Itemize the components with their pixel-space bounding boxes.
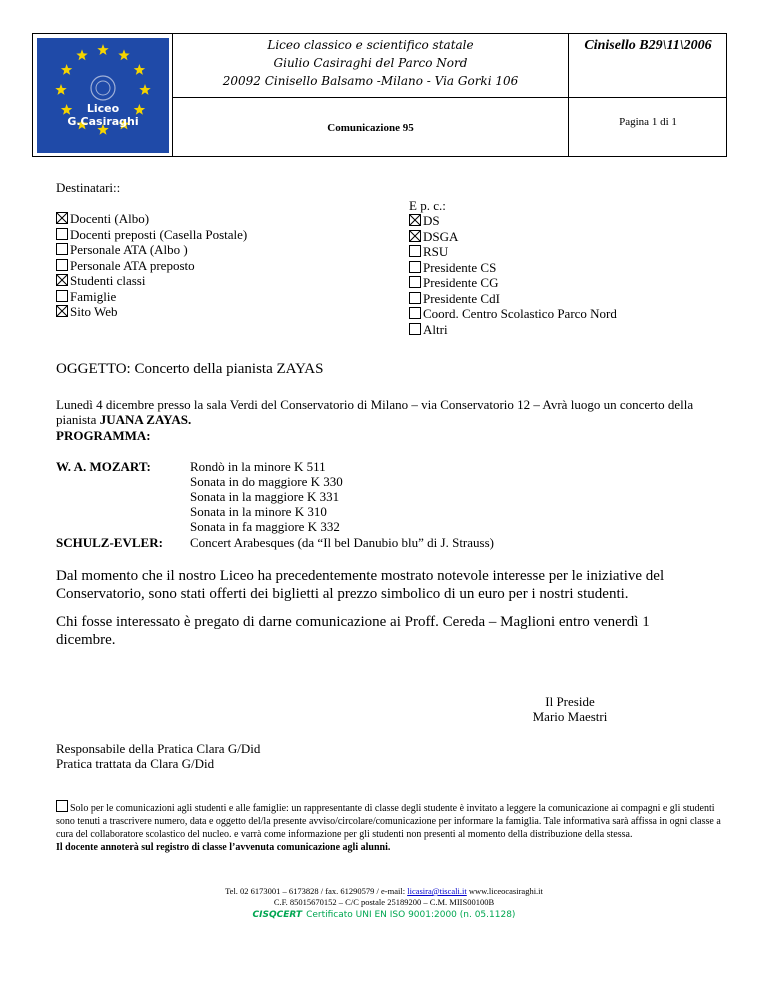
schulz-work: Concert Arabesques (da “Il bel Danubio blu” di J. Strauss) — [190, 535, 494, 550]
recipient-item — [56, 211, 247, 227]
cc-label: DSGA — [423, 228, 459, 244]
certificate-text: Certificato UNI EN ISO 9001:2000 (n. 05.1128) — [306, 910, 516, 920]
cc-item — [409, 260, 617, 276]
composer-schulz: SCHULZ-EVLER: — [56, 535, 163, 550]
responsible: Responsabile della Pratica Clara G/Did — [56, 741, 261, 756]
recipient-label: Personale ATA (Albo ) — [70, 242, 188, 257]
checkbox[interactable] — [56, 259, 68, 271]
recipient-label: Docenti (Albo) — [70, 211, 150, 226]
footnote — [56, 800, 726, 854]
pianist-name: JUANA ZAYAS. — [99, 412, 192, 427]
program-work: Rondò in la minore K 511 — [190, 459, 326, 474]
composer-mozart: W. A. MOZART: — [56, 459, 151, 474]
cc-item — [409, 275, 617, 291]
school-logo — [37, 38, 169, 153]
program-work: Sonata in fa maggiore K 332 — [190, 519, 340, 534]
recipient-item — [56, 258, 247, 274]
cc-item — [409, 244, 617, 260]
recipient-label: Famiglie — [70, 288, 117, 304]
recipient-item — [56, 289, 247, 305]
school-name-2: Giulio Casiraghi del Parco Nord — [273, 56, 468, 70]
paragraph-offer: Dal momento che il nostro Liceo ha precedentemente mostrato notevole interesse per le iniziative del Conservatorio, sono stati offerti dei biglietti al prezzo simbolico di un euro per i nostri studenti. — [56, 568, 665, 602]
certification — [0, 909, 768, 921]
program-work: Sonata in do maggiore K 330 — [190, 474, 343, 489]
paragraph-contact: Chi fosse interessato è pregato di darne comunicazione ai Proff. Cereda – Maglioni entro venerdì 1 dicembre. — [56, 614, 650, 648]
checked-checkbox[interactable] — [56, 212, 68, 224]
footnote-checkbox[interactable] — [56, 800, 68, 812]
handled-by: Pratica trattata da Clara G/Did — [56, 756, 215, 771]
recipient-label: Docenti preposti (Casella Postale) — [70, 226, 248, 242]
cc-item — [409, 291, 617, 307]
school-name: Liceo classico e scientifico statale — [267, 38, 474, 52]
recipient-item — [56, 227, 247, 243]
checkbox[interactable] — [409, 307, 421, 319]
cc-label: Coord. Centro Scolastico Parco Nord — [423, 306, 617, 321]
cross-icon — [57, 275, 67, 285]
subject: OGGETTO: Concerto della pianista ZAYAS — [56, 361, 324, 377]
website: www.liceocasiraghi.it — [466, 886, 543, 896]
cc-item — [409, 213, 617, 229]
footer-contact-text: Tel. 02 6173001 – 6173828 / fax. 61290579 / e-mail: — [225, 886, 408, 896]
footer-contact — [0, 886, 768, 897]
footnote-text: Solo per le comunicazioni agli studenti e alle famiglie: un rappresentante di classe degli studente è invitato a leggere la comunicazione ai compagni e gli studenti sono tenuti a trascrivere numero, data e oggetto del/la presente avviso/circolare/comunicazione per informare la famiglia. Tale informativa sarà affissa in ogni classe a cura del collaboratore scolastico del nucleo. e varrà come informazione per gli studenti non presenti al momento della distribuzione della stessa. — [56, 803, 721, 840]
checkbox[interactable] — [409, 323, 421, 335]
checkbox[interactable] — [56, 228, 68, 240]
cc-list — [409, 213, 617, 337]
checkbox[interactable] — [56, 290, 68, 302]
cc-label: E p. c.: — [409, 198, 446, 213]
checked-checkbox[interactable] — [409, 214, 421, 226]
logo-text-line1: Liceo — [86, 102, 120, 115]
cc-item — [409, 229, 617, 245]
checkbox[interactable] — [409, 292, 421, 304]
recipient-item — [56, 242, 247, 258]
footnote-bold: Il docente annoterà sul registro di classe l’avvenuta comunicazione agli alunni. — [56, 842, 391, 853]
cross-icon — [57, 306, 67, 316]
mozart-works — [190, 459, 343, 534]
cross-icon — [57, 213, 67, 223]
communication-number: Comunicazione 95 — [327, 122, 414, 134]
checked-checkbox[interactable] — [409, 230, 421, 242]
cc-label: Altri — [423, 321, 448, 337]
footer-fiscal: C.F. 85015670152 – C/C postale 25189200 – C.M. MIIS00100B — [273, 897, 495, 907]
cc-label: Presidente CdI — [423, 290, 500, 306]
recipient-item — [56, 273, 247, 289]
checkbox[interactable] — [409, 245, 421, 257]
signature-name: Mario Maestri — [532, 709, 608, 724]
recipient-label: Studenti classi — [70, 273, 146, 288]
checkbox[interactable] — [409, 276, 421, 288]
program-work: Sonata in la minore K 310 — [190, 504, 327, 519]
recipient-label: Sito Web — [70, 304, 118, 319]
cross-icon — [410, 215, 420, 225]
checked-checkbox[interactable] — [56, 305, 68, 317]
school-address: 20092 Cinisello Balsamo -Milano - Via Gorki 106 — [222, 74, 519, 88]
recipient-label: Personale ATA preposto — [70, 257, 195, 273]
cc-label: Presidente CG — [423, 275, 499, 290]
letterhead — [32, 33, 727, 157]
checked-checkbox[interactable] — [56, 274, 68, 286]
cisqcert-logo: CISQCERT — [252, 910, 303, 920]
cc-item — [409, 306, 617, 322]
checkbox[interactable] — [409, 261, 421, 273]
email-link[interactable]: licasira@tiscali.it — [407, 886, 467, 896]
place-date: Cinisello B29\11\2006 — [584, 38, 712, 53]
signature-title: Il Preside — [545, 694, 595, 709]
cross-icon — [410, 231, 420, 241]
checkbox[interactable] — [56, 243, 68, 255]
recipients-list — [56, 211, 247, 320]
cc-label: Presidente CS — [423, 259, 497, 275]
cc-label: RSU — [423, 244, 449, 259]
recipient-item — [56, 304, 247, 320]
program-work: Sonata in la maggiore K 331 — [190, 489, 340, 504]
logo-text-line2: G.Casiraghi — [67, 115, 139, 128]
page-number: Pagina 1 di 1 — [619, 116, 677, 128]
cc-label: DS — [423, 213, 440, 228]
cc-item — [409, 322, 617, 338]
signature — [500, 694, 640, 724]
recipients-label: Destinatari:: — [56, 180, 121, 195]
footer — [0, 886, 768, 921]
intro-text: Lunedì 4 dicembre presso la sala Verdi del Conservatorio di Milano – via Conservatorio 12 – Avrà luogo un concerto della pianista — [56, 397, 694, 427]
program-label: PROGRAMMA: — [56, 428, 151, 443]
intro-paragraph — [56, 397, 716, 427]
